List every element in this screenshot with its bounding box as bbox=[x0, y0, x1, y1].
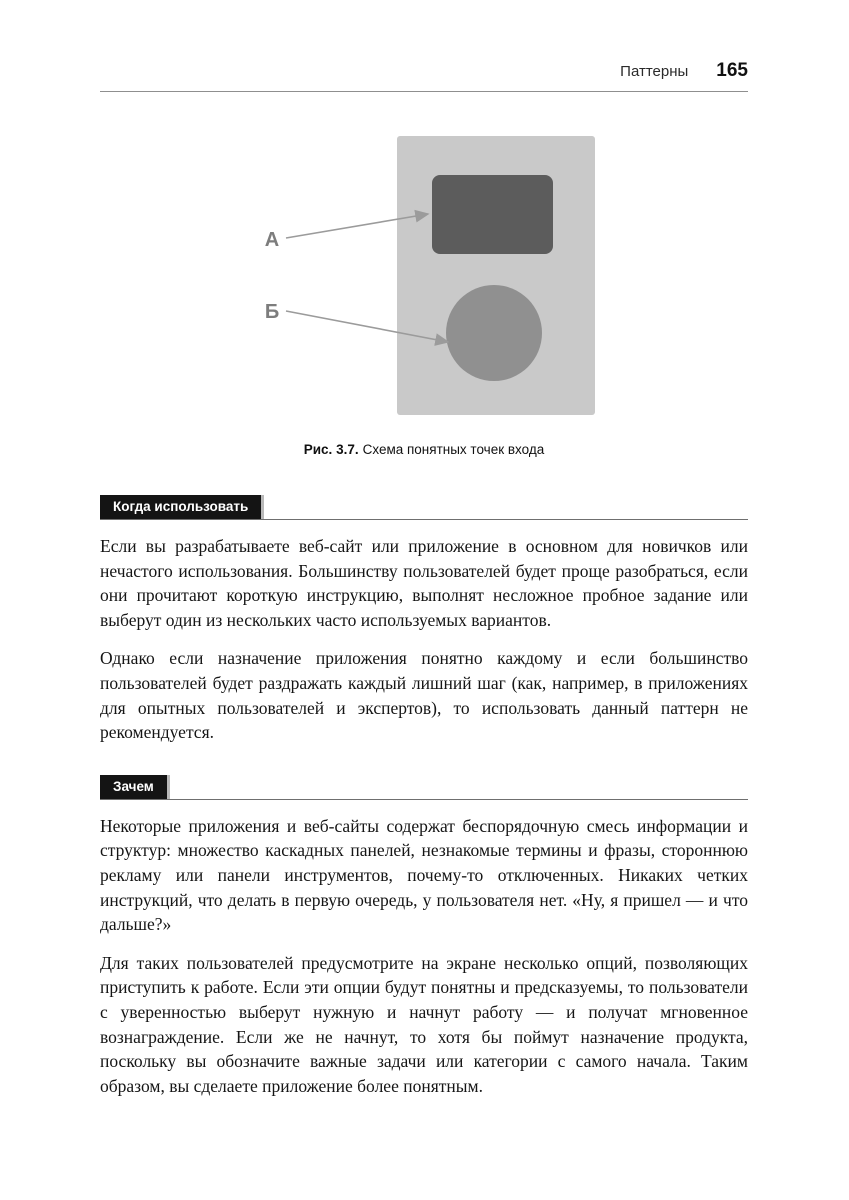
section-body-why bbox=[100, 814, 748, 1099]
screen-shape bbox=[432, 175, 553, 254]
figure-label-b: Б bbox=[264, 301, 280, 323]
paragraph: Некоторые приложения и веб-сайты содержат беспорядочную смесь информации и структур: множество каскадных панелей, незнакомые термины и фразы, стороннюю рекламу или панели инструментов, почему-то отключенных. Никаких четких инструкций, что делать в первую очередь, у пользователя нет. «Ну, я пришел — и что дальше?» bbox=[100, 815, 748, 935]
section-heading-when-to-use bbox=[100, 495, 748, 520]
chapter-title: Паттерны bbox=[620, 63, 689, 80]
entry-points-schematic bbox=[100, 136, 748, 418]
figure-caption bbox=[100, 442, 748, 457]
paragraph: Для таких пользователей предусмотрите на экране несколько опций, позволяющих приступить к работе. Если эти опции будут понятны и предсказуемы, то пользователи с уверенностью выберут нужную и начнут работу — и получат мгновенное вознаграждение. Если же не начнут, то хотя бы поймут назначение продукта, поскольку вы обозначите важные задачи или категории с самого начала. Таким образом, вы сделаете приложение более понятным. bbox=[100, 952, 748, 1096]
section-heading-why bbox=[100, 775, 748, 800]
paragraph: Однако если назначение приложения понятно каждому и если большинство пользователей будет раздражать каждый лишний шаг (как, например, в приложениях для опытных пользователей и экспертов), то использовать данный паттерн не рекомендуется. bbox=[100, 648, 748, 743]
figure-caption-text: Схема понятных точек входа bbox=[362, 442, 545, 457]
figure-entry-points-diagram bbox=[100, 136, 748, 418]
section-heading-label: Зачем bbox=[100, 775, 167, 799]
running-head bbox=[100, 60, 748, 92]
section-heading-label: Когда использовать bbox=[100, 495, 261, 519]
wheel-shape bbox=[446, 285, 542, 381]
paragraph: Если вы разрабатываете веб-сайт или приложение в основном для новичков или нечастого использования. Большинству пользователей будет проще разобраться, если они прочитают короткую инструкцию, выполнят несложное пробное задание или выберут один из нескольких часто используемых вариантов. bbox=[100, 536, 748, 630]
section-body-when-to-use bbox=[100, 534, 748, 745]
figure-label-a: А bbox=[264, 229, 280, 251]
page-number: 165 bbox=[716, 60, 748, 81]
figure-caption-number: Рис. 3.7. bbox=[303, 442, 359, 457]
